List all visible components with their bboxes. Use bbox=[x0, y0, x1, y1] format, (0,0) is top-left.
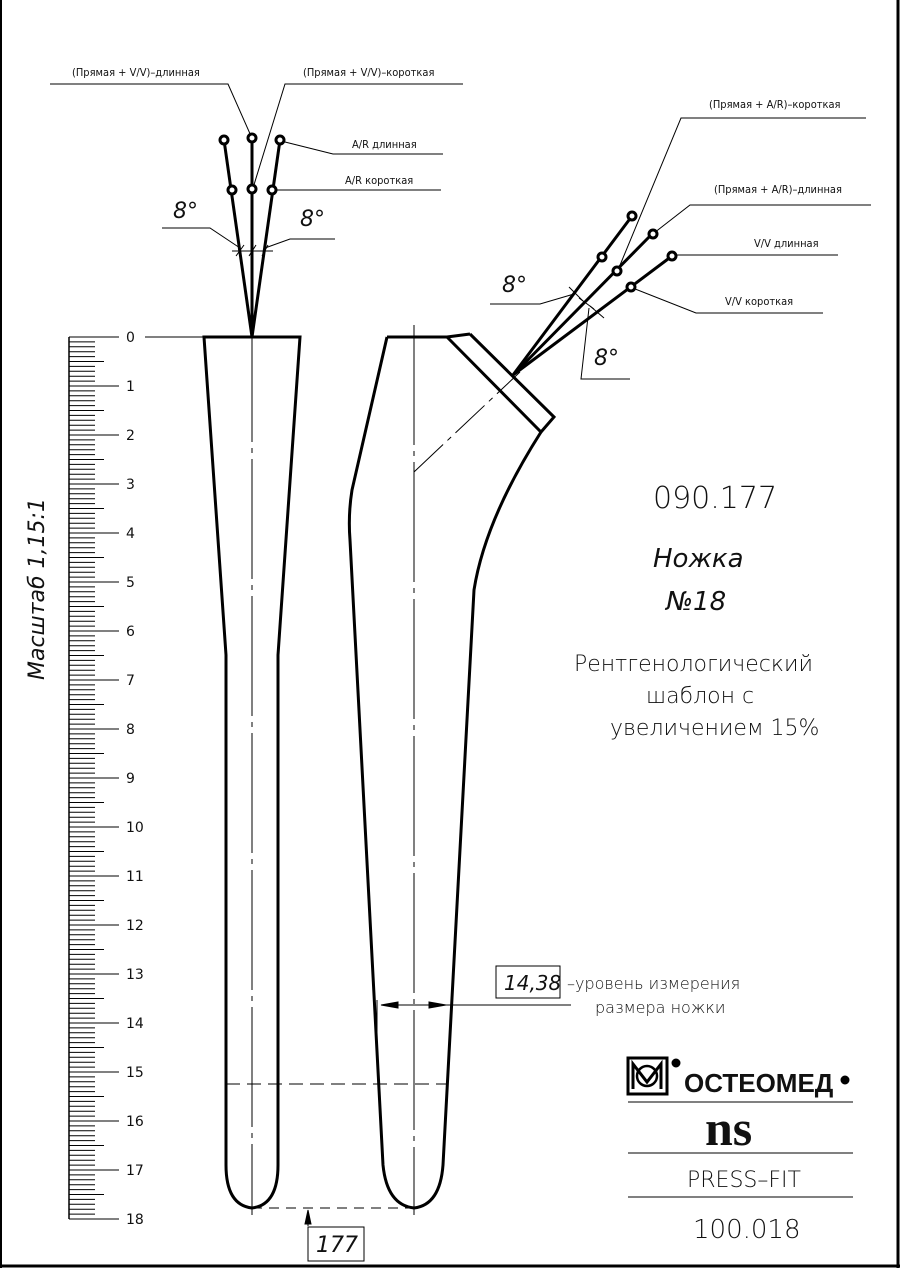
fit-type: PRESS–FIT bbox=[687, 1168, 801, 1193]
scale-tick-label: 4 bbox=[126, 526, 135, 542]
scale-tick-label: 0 bbox=[126, 330, 135, 346]
neck-point-icon bbox=[276, 136, 284, 144]
neck-point-icon bbox=[248, 134, 256, 142]
neck-point-icon bbox=[220, 136, 228, 144]
scale-tick-label: 2 bbox=[126, 428, 135, 444]
label-ar-long: A/R длинная bbox=[352, 138, 417, 151]
scale-tick-label: 8 bbox=[126, 722, 135, 738]
angle-label-side-lower: 8° bbox=[594, 346, 619, 371]
measurement-note-line1: –уровень измерения bbox=[567, 974, 741, 993]
side-stem-outline bbox=[349, 325, 554, 1215]
brand-name: ОСТЕОМЕД bbox=[684, 1068, 834, 1098]
label-vv-short: V/V короткая bbox=[725, 295, 794, 308]
label-straight-ar-long: (Прямая + A/R)–длинная bbox=[714, 183, 842, 196]
neck-point-icon bbox=[248, 185, 256, 193]
scale-tick-label: 10 bbox=[126, 820, 144, 836]
scale-tick-label: 14 bbox=[126, 1016, 144, 1032]
label-ar-short: A/R короткая bbox=[345, 174, 414, 187]
product-title: Ножка bbox=[653, 544, 744, 574]
label-straight-vv-long: (Прямая + V/V)–длинная bbox=[72, 66, 200, 79]
front-neck-options bbox=[50, 84, 463, 337]
registered-icon bbox=[672, 1059, 680, 1067]
neck-point-icon bbox=[668, 252, 676, 260]
scale-tick-label: 12 bbox=[126, 918, 144, 934]
description-line2: шаблон с bbox=[646, 684, 755, 709]
label-straight-ar-short: (Прямая + A/R)–короткая bbox=[709, 98, 841, 111]
scale-tick-label: 13 bbox=[126, 967, 144, 983]
scale-ruler bbox=[69, 330, 144, 1228]
scale-tick-label: 16 bbox=[126, 1114, 144, 1130]
scale-label: Масштаб 1,15:1 bbox=[25, 498, 50, 680]
angle-label-top-left: 8° bbox=[173, 199, 198, 224]
angle-label-top-right: 8° bbox=[300, 207, 325, 232]
neck-point-icon bbox=[628, 212, 636, 220]
model-name: ns bbox=[705, 1100, 753, 1156]
scale-tick-label: 11 bbox=[126, 869, 144, 885]
scale-tick-label: 1 bbox=[126, 379, 135, 395]
registered-icon bbox=[841, 1076, 849, 1084]
scale-tick-label: 3 bbox=[126, 477, 135, 493]
measurement-note-line2: размера ножки bbox=[595, 998, 726, 1017]
neck-point-icon bbox=[598, 253, 606, 261]
neck-point-icon bbox=[268, 186, 276, 194]
measurement-value: 14,38 bbox=[504, 971, 562, 995]
front-stem-outline bbox=[145, 322, 448, 1215]
neck-point-icon bbox=[613, 267, 621, 275]
product-code: 090.177 bbox=[653, 481, 778, 516]
description-line1: Рентгенологический bbox=[574, 652, 813, 677]
label-vv-long: V/V длинная bbox=[754, 237, 819, 250]
neck-point-icon bbox=[649, 230, 657, 238]
description-line3: увеличением 15% bbox=[610, 716, 820, 741]
scale-tick-label: 6 bbox=[126, 624, 135, 640]
scale-tick-label: 7 bbox=[126, 673, 135, 689]
scale-tick-label: 15 bbox=[126, 1065, 144, 1081]
length-value: 177 bbox=[316, 1233, 358, 1258]
neck-point-icon bbox=[627, 283, 635, 291]
scale-tick-label: 9 bbox=[126, 771, 135, 787]
scale-tick-label: 18 bbox=[126, 1212, 144, 1228]
scale-tick-label: 5 bbox=[126, 575, 135, 591]
neck-point-icon bbox=[228, 186, 236, 194]
angle-label-side-upper: 8° bbox=[502, 273, 527, 298]
label-straight-vv-short: (Прямая + V/V)–короткая bbox=[303, 66, 435, 79]
product-number: №18 bbox=[666, 587, 727, 617]
article-number: 100.018 bbox=[693, 1215, 801, 1245]
scale-tick-label: 17 bbox=[126, 1163, 144, 1179]
